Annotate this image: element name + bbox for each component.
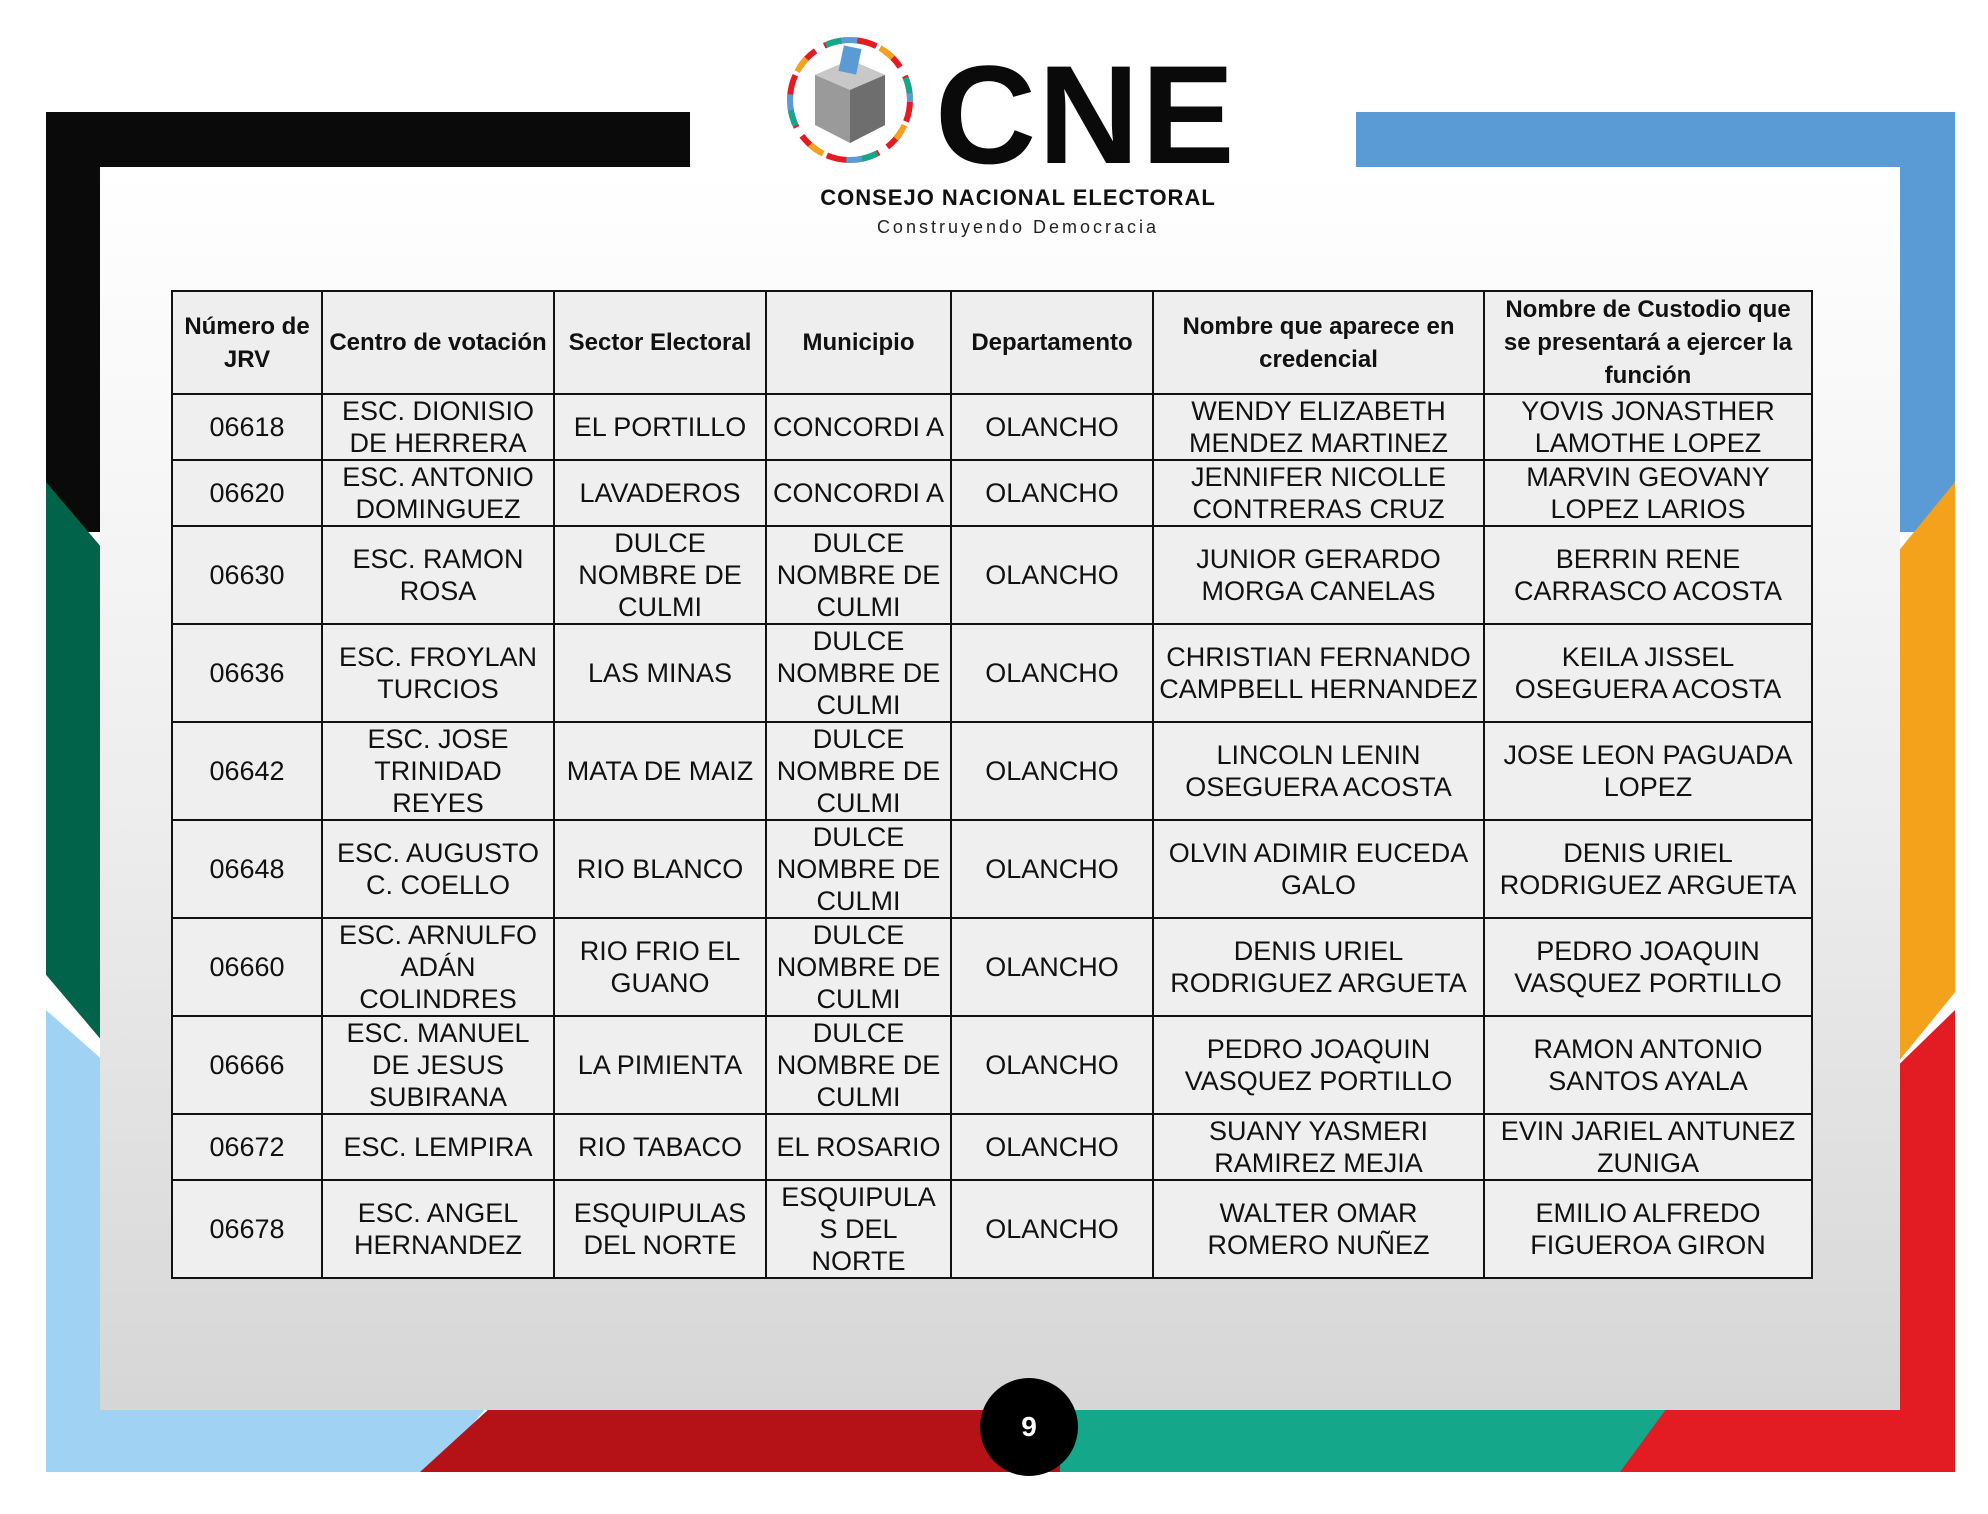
cell-jrv: 06672 bbox=[172, 1114, 322, 1180]
cell-center: ESC. DIONISIO DE HERRERA bbox=[322, 394, 554, 460]
cell-custodian: KEILA JISSEL OSEGUERA ACOSTA bbox=[1484, 624, 1812, 722]
cell-center: ESC. JOSE TRINIDAD REYES bbox=[322, 722, 554, 820]
cell-custodian: PEDRO JOAQUIN VASQUEZ PORTILLO bbox=[1484, 918, 1812, 1016]
table-row bbox=[172, 1180, 1812, 1278]
cell-sector: RIO FRIO EL GUANO bbox=[554, 918, 766, 1016]
ballot-box-icon bbox=[775, 25, 925, 175]
col-header-center: Centro de votación bbox=[322, 291, 554, 394]
cell-municipio: EL ROSARIO bbox=[766, 1114, 951, 1180]
frame-lightblue-left bbox=[46, 1010, 103, 1430]
cell-center: ESC. ANGEL HERNANDEZ bbox=[322, 1180, 554, 1278]
cell-municipio: ESQUIPULA S DEL NORTE bbox=[766, 1180, 951, 1278]
cell-sector: LA PIMIENTA bbox=[554, 1016, 766, 1114]
table-row bbox=[172, 1114, 1812, 1180]
frame-blue-right bbox=[1898, 112, 1955, 532]
col-header-jrv: Número de JRV bbox=[172, 291, 322, 394]
cell-departamento: OLANCHO bbox=[951, 624, 1153, 722]
cell-custodian: JOSE LEON PAGUADA LOPEZ bbox=[1484, 722, 1812, 820]
cell-center: ESC. ANTONIO DOMINGUEZ bbox=[322, 460, 554, 526]
cell-municipio: DULCE NOMBRE DE CULMI bbox=[766, 1016, 951, 1114]
cell-jrv: 06666 bbox=[172, 1016, 322, 1114]
table-row bbox=[172, 394, 1812, 460]
cell-center: ESC. FROYLAN TURCIOS bbox=[322, 624, 554, 722]
tagline: Construyendo Democracia bbox=[876, 217, 1160, 237]
frame-blue-top bbox=[1356, 112, 1955, 169]
cell-sector: DULCE NOMBRE DE CULMI bbox=[554, 526, 766, 624]
cell-custodian: BERRIN RENE CARRASCO ACOSTA bbox=[1484, 526, 1812, 624]
frame-orange-right bbox=[1898, 482, 1955, 1062]
cell-sector: EL PORTILLO bbox=[554, 394, 766, 460]
cell-credential-name: PEDRO JOAQUIN VASQUEZ PORTILLO bbox=[1153, 1016, 1484, 1114]
cell-sector: LAVADEROS bbox=[554, 460, 766, 526]
cell-municipio: DULCE NOMBRE DE CULMI bbox=[766, 624, 951, 722]
cell-jrv: 06660 bbox=[172, 918, 322, 1016]
header-row bbox=[172, 291, 1812, 394]
cell-departamento: OLANCHO bbox=[951, 1114, 1153, 1180]
cell-sector: RIO TABACO bbox=[554, 1114, 766, 1180]
cell-credential-name: OLVIN ADIMIR EUCEDA GALO bbox=[1153, 820, 1484, 918]
custodian-table bbox=[171, 290, 1813, 1279]
cell-center: ESC. RAMON ROSA bbox=[322, 526, 554, 624]
table-row bbox=[172, 722, 1812, 820]
col-header-credential-name: Nombre que aparece en credencial bbox=[1153, 291, 1484, 394]
table-row bbox=[172, 820, 1812, 918]
organization-name: CONSEJO NACIONAL ELECTORAL bbox=[820, 185, 1216, 210]
cell-municipio: DULCE NOMBRE DE CULMI bbox=[766, 526, 951, 624]
col-header-municipio: Municipio bbox=[766, 291, 951, 394]
cell-municipio: CONCORDI A bbox=[766, 460, 951, 526]
cell-custodian: EVIN JARIEL ANTUNEZ ZUNIGA bbox=[1484, 1114, 1812, 1180]
cell-jrv: 06618 bbox=[172, 394, 322, 460]
cell-credential-name: SUANY YASMERI RAMIREZ MEJIA bbox=[1153, 1114, 1484, 1180]
cell-jrv: 06648 bbox=[172, 820, 322, 918]
cell-departamento: OLANCHO bbox=[951, 460, 1153, 526]
cne-logo bbox=[775, 25, 1255, 245]
cell-sector: ESQUIPULAS DEL NORTE bbox=[554, 1180, 766, 1278]
cell-jrv: 06678 bbox=[172, 1180, 322, 1278]
cell-custodian: MARVIN GEOVANY LOPEZ LARIOS bbox=[1484, 460, 1812, 526]
cell-departamento: OLANCHO bbox=[951, 918, 1153, 1016]
cell-center: ESC. AUGUSTO C. COELLO bbox=[322, 820, 554, 918]
cell-custodian: RAMON ANTONIO SANTOS AYALA bbox=[1484, 1016, 1812, 1114]
cell-departamento: OLANCHO bbox=[951, 722, 1153, 820]
cell-center: ESC. MANUEL DE JESUS SUBIRANA bbox=[322, 1016, 554, 1114]
col-header-custodian: Nombre de Custodio que se presentará a ejercer la función bbox=[1484, 291, 1812, 394]
cell-credential-name: DENIS URIEL RODRIGUEZ ARGUETA bbox=[1153, 918, 1484, 1016]
cell-sector: LAS MINAS bbox=[554, 624, 766, 722]
frame-teal-bottom bbox=[1060, 1408, 1680, 1472]
cell-jrv: 06630 bbox=[172, 526, 322, 624]
cell-custodian: EMILIO ALFREDO FIGUEROA GIRON bbox=[1484, 1180, 1812, 1278]
table-row bbox=[172, 624, 1812, 722]
cell-credential-name: JUNIOR GERARDO MORGA CANELAS bbox=[1153, 526, 1484, 624]
col-header-departamento: Departamento bbox=[951, 291, 1153, 394]
frame-green-left bbox=[46, 482, 103, 1042]
frame-lightblue-bottom bbox=[46, 1408, 486, 1472]
frame-black-top bbox=[46, 112, 690, 169]
logo-wordmark: CNE bbox=[935, 36, 1237, 193]
cell-custodian: DENIS URIEL RODRIGUEZ ARGUETA bbox=[1484, 820, 1812, 918]
col-header-sector: Sector Electoral bbox=[554, 291, 766, 394]
table-row bbox=[172, 1016, 1812, 1114]
page-number: 9 bbox=[980, 1378, 1078, 1476]
cell-departamento: OLANCHO bbox=[951, 1180, 1153, 1278]
cell-sector: RIO BLANCO bbox=[554, 820, 766, 918]
cell-credential-name: LINCOLN LENIN OSEGUERA ACOSTA bbox=[1153, 722, 1484, 820]
table-row bbox=[172, 526, 1812, 624]
cell-municipio: DULCE NOMBRE DE CULMI bbox=[766, 918, 951, 1016]
cell-municipio: DULCE NOMBRE DE CULMI bbox=[766, 722, 951, 820]
cell-center: ESC. ARNULFO ADÁN COLINDRES bbox=[322, 918, 554, 1016]
cell-municipio: DULCE NOMBRE DE CULMI bbox=[766, 820, 951, 918]
table-row bbox=[172, 918, 1812, 1016]
cell-center: ESC. LEMPIRA bbox=[322, 1114, 554, 1180]
cell-municipio: CONCORDI A bbox=[766, 394, 951, 460]
cell-departamento: OLANCHO bbox=[951, 394, 1153, 460]
cell-credential-name: WALTER OMAR ROMERO NUÑEZ bbox=[1153, 1180, 1484, 1278]
cell-jrv: 06636 bbox=[172, 624, 322, 722]
cell-jrv: 06642 bbox=[172, 722, 322, 820]
cell-departamento: OLANCHO bbox=[951, 1016, 1153, 1114]
frame-black-left bbox=[46, 112, 103, 532]
cell-departamento: OLANCHO bbox=[951, 526, 1153, 624]
cell-credential-name: WENDY ELIZABETH MENDEZ MARTINEZ bbox=[1153, 394, 1484, 460]
frame-red-right bbox=[1898, 1010, 1955, 1472]
cell-departamento: OLANCHO bbox=[951, 820, 1153, 918]
cell-sector: MATA DE MAIZ bbox=[554, 722, 766, 820]
table-row bbox=[172, 460, 1812, 526]
cell-credential-name: CHRISTIAN FERNANDO CAMPBELL HERNANDEZ bbox=[1153, 624, 1484, 722]
cell-custodian: YOVIS JONASTHER LAMOTHE LOPEZ bbox=[1484, 394, 1812, 460]
cell-jrv: 06620 bbox=[172, 460, 322, 526]
cell-credential-name: JENNIFER NICOLLE CONTRERAS CRUZ bbox=[1153, 460, 1484, 526]
